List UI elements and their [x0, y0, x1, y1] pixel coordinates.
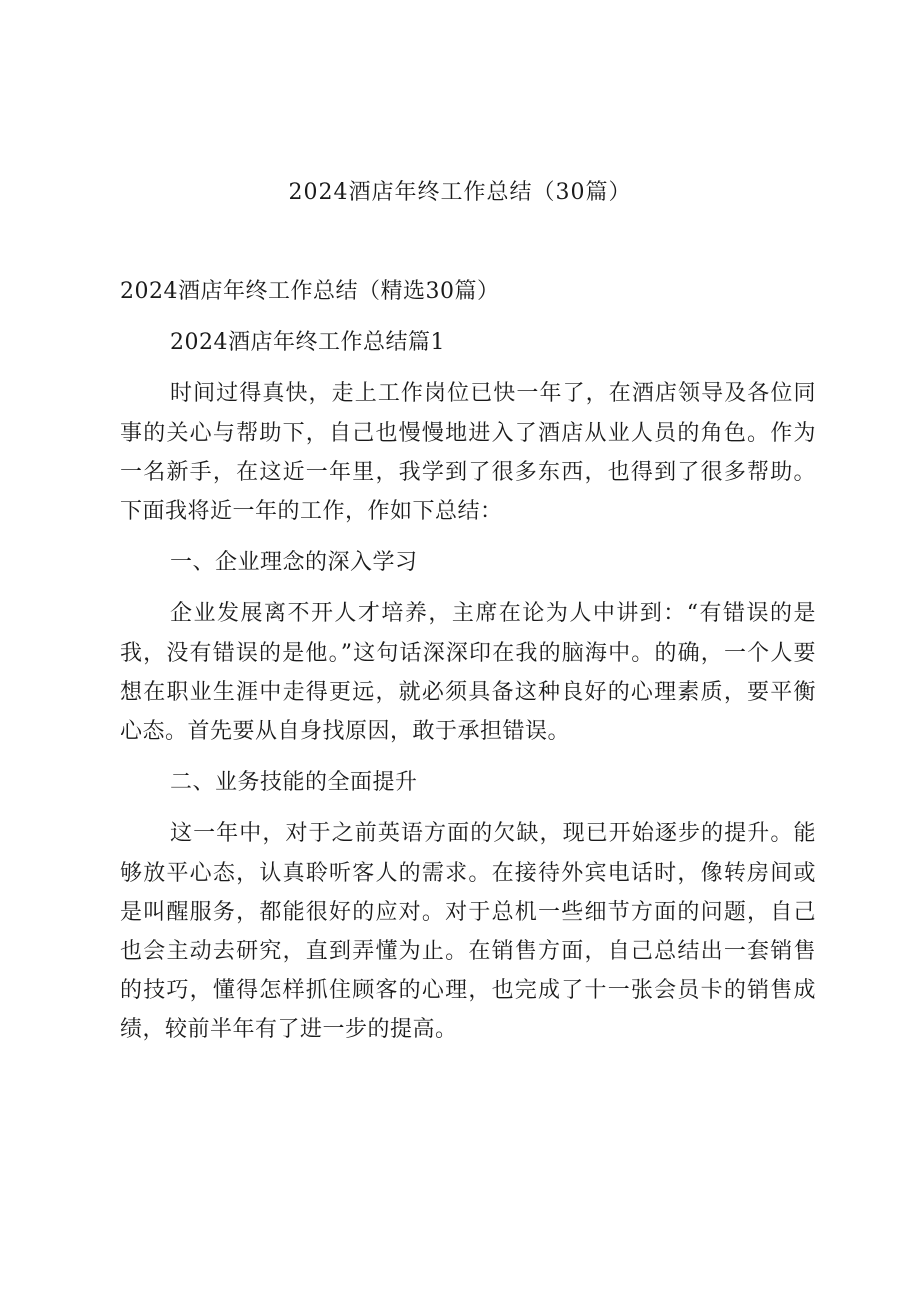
subtitle-paragraph: 2024酒店年终工作总结（精选30篇） [120, 279, 500, 304]
heading-business-skills: 二、业务技能的全面提升 [170, 770, 418, 796]
heading-corporate-philosophy: 一、企业理念的深入学习 [170, 550, 418, 576]
corporate-philosophy-paragraph: 企业发展离不开人才培养，主席在论为人中讲到：“有错误的是我，没有错误的是他。”这句话深深印在我的脑海中。的确，一个人要想在职业生涯中走得更远，就必须具备这种良好的心理素质，要平衡心态。首先要从自身找原因，敢于承担错误。 [120, 601, 816, 745]
intro-paragraph: 时间过得真快，走上工作岗位已快一年了，在酒店领导及各位同事的关心与帮助下，自己也慢慢地进入了酒店从业人员的角色。作为一名新手，在这近一年里，我学到了很多东西，也得到了很多帮助。下面我将近一年的工作，作如下总结： [120, 381, 816, 525]
document-body [120, 272, 816, 1062]
document-title: 2024酒店年终工作总结（30篇） [288, 180, 632, 205]
section-heading-part-1: 2024酒店年终工作总结篇1 [170, 330, 445, 356]
business-skills-paragraph: 这一年中，对于之前英语方面的欠缺，现已开始逐步的提升。能够放平心态，认真聆听客人的需求。在接待外宾电话时，像转房间或是叫醒服务，都能很好的应对。对于总机一些细节方面的问题，自己也会主动去研究，直到弄懂为止。在销售方面，自己总结出一套销售的技巧，懂得怎样抓住顾客的心理，也完成了十一张会员卡的销售成绩，较前半年有了进一步的提高。 [120, 821, 816, 1043]
